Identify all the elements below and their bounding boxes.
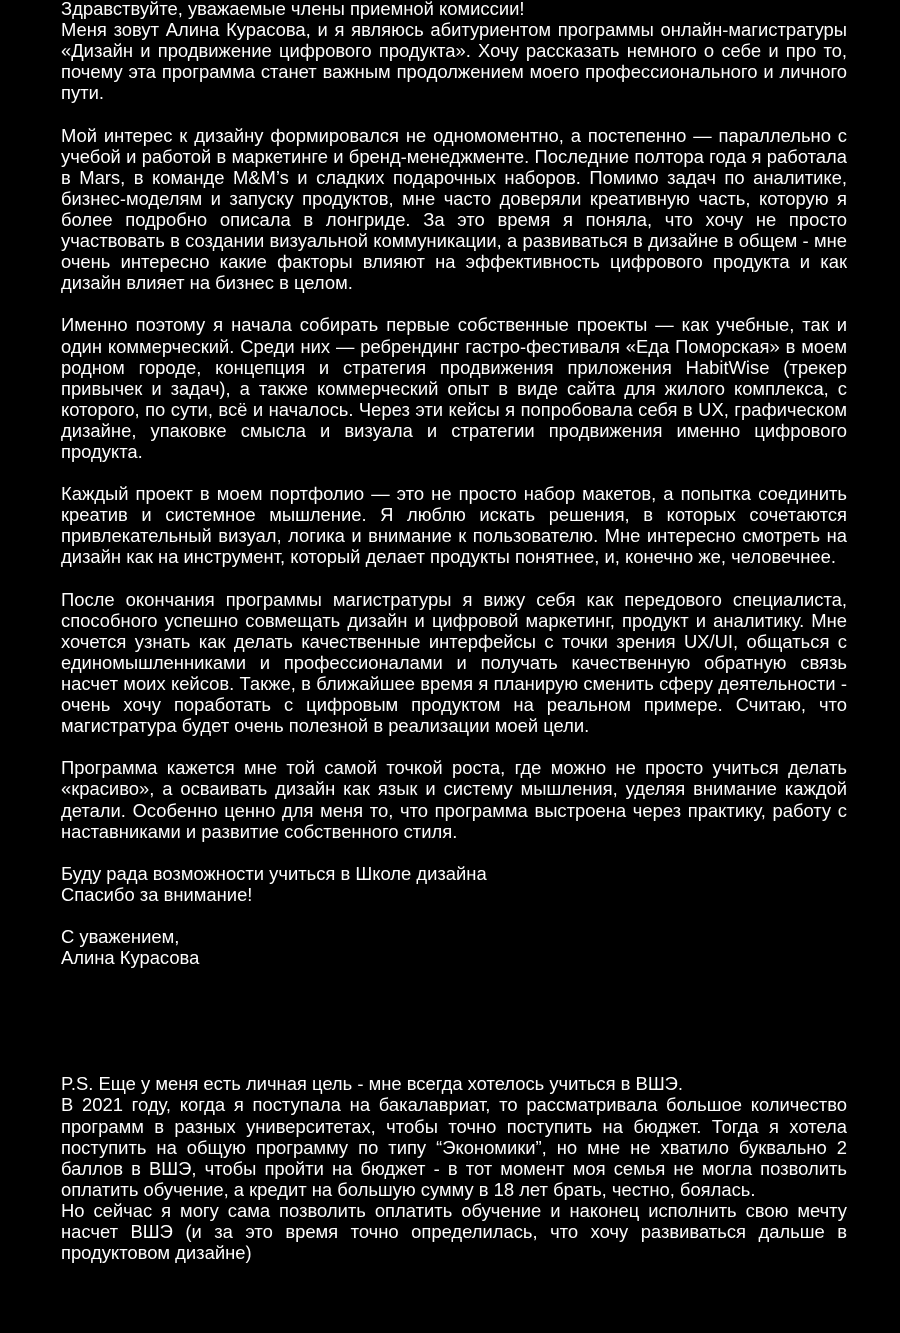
paragraph-future-goals: После окончания программы магистратуры я вижу себя как передового специалиста, способного успешно совмещать дизайн и цифровой маркетинг, продукт и аналитику. Мне хочется узнать как делать качественные интерфейсы с точки зрения UX/UI, общаться с единомышленниками и профессионалами и получать качественную обратную связь насчет моих кейсов. Также, в ближайшее время я планирую сменить сферу деятельности - очень хочу поработать с цифровым продуктом на реальном примере. Считаю, что магистратура будет очень полезной в реализации моей цели. (61, 588, 847, 737)
paragraph-program-value: Программа кажется мне той самой точкой роста, где можно не просто учиться делать «красиво», а осваивать дизайн как язык и систему мышления, уделяя внимание каждой детали. Особенно ценно для меня то, что программа выстроена через практику, работу с наставниками и развитие собственного стиля. (61, 757, 847, 842)
paragraph-projects: Именно поэтому я начала собирать первые собственные проекты — как учебные, так и один коммерческий. Среди них — ребрендинг гастро-фестиваля «Еда Поморская» в моем родном городе, концепция и стратегия продвижения приложения HabitWise (трекер привычек и задач), а также коммерческий опыт в виде сайта для жилого комплекса, с которого, по сути, всё и началось. Через эти кейсы я попробовала себя в UX, графическом дизайне, упаковке смысла и визуала и стратегии продвижения именно цифрового продукта. (61, 314, 847, 462)
intro-paragraph: Меня зовут Алина Курасова, и я являюсь абитуриентом программы онлайн-магистратуры «Дизайн и продвижение цифрового продукта». Хочу рассказать немного о себе и про то, почему эта программа станет важным продолжением моего профессионального и личного пути. (61, 19, 847, 104)
signature-name: Алина Курасова (61, 947, 200, 969)
paragraph-design-interest: Мой интерес к дизайну формировался не одномоментно, а постепенно — параллельно с учебой и работой в маркетинге и бренд-менеджменте. Последние полтора года я работала в Mars, в команде M&M’s и сладких подарочных наборов. Помимо задач по аналитике, бизнес-моделям и запуску продуктов, мне часто доверяли креативную часть, которую я более подробно описала в лонгриде. За это время я поняла, что хочу не просто участвовать в создании визуальной коммуникации, а развиваться в дизайне в общем - мне очень интересно какие факторы влияют на эффективность цифрового продукта и как дизайн влияет на бизнес в целом. (61, 124, 847, 294)
signoff: С уважением, (61, 926, 180, 948)
paragraph-portfolio: Каждый проект в моем портфолио — это не просто набор макетов, а попытка соединить креатив и системное мышление. Я люблю искать решения, в которых сочетаются привлекательный визуал, логика и внимание к пользователю. Мне интересно смотреть на дизайн как на инструмент, который делает продукты понятнее, и, конечно же, человечнее. (61, 483, 847, 568)
ps-paragraph-2: Но сейчас я могу сама позволить оплатить обучение и наконец исполнить свою мечту насчет ВШЭ (и за это время точно определилась, что хочу развиваться дальше в продуктовом дизайне) (61, 1199, 847, 1264)
greeting: Здравствуйте, уважаемые члены приемной комиссии! (61, 0, 525, 19)
closing-line-1: Буду рада возможности учиться в Школе дизайна (61, 862, 487, 884)
ps-paragraph-1: В 2021 году, когда я поступала на бакалавриат, то рассматривала большое количество программ в разных университетах, чтобы точно поступить на бюджет. Тогда я хотела поступить на общую программу по типу “Экономики”, но мне не хватило буквально 2 баллов в ВШЭ, чтобы пройти на бюджет - в тот момент моя семья не могла позволить оплатить обучение, а кредит на большую сумму в 18 лет брать, честно, боялась. (61, 1094, 847, 1200)
closing-line-2: Спасибо за внимание! (61, 883, 253, 905)
ps-line: P.S. Еще у меня есть личная цель - мне всегда хотелось учиться в ВШЭ. (61, 1073, 684, 1095)
motivation-letter (61, 0, 847, 1263)
